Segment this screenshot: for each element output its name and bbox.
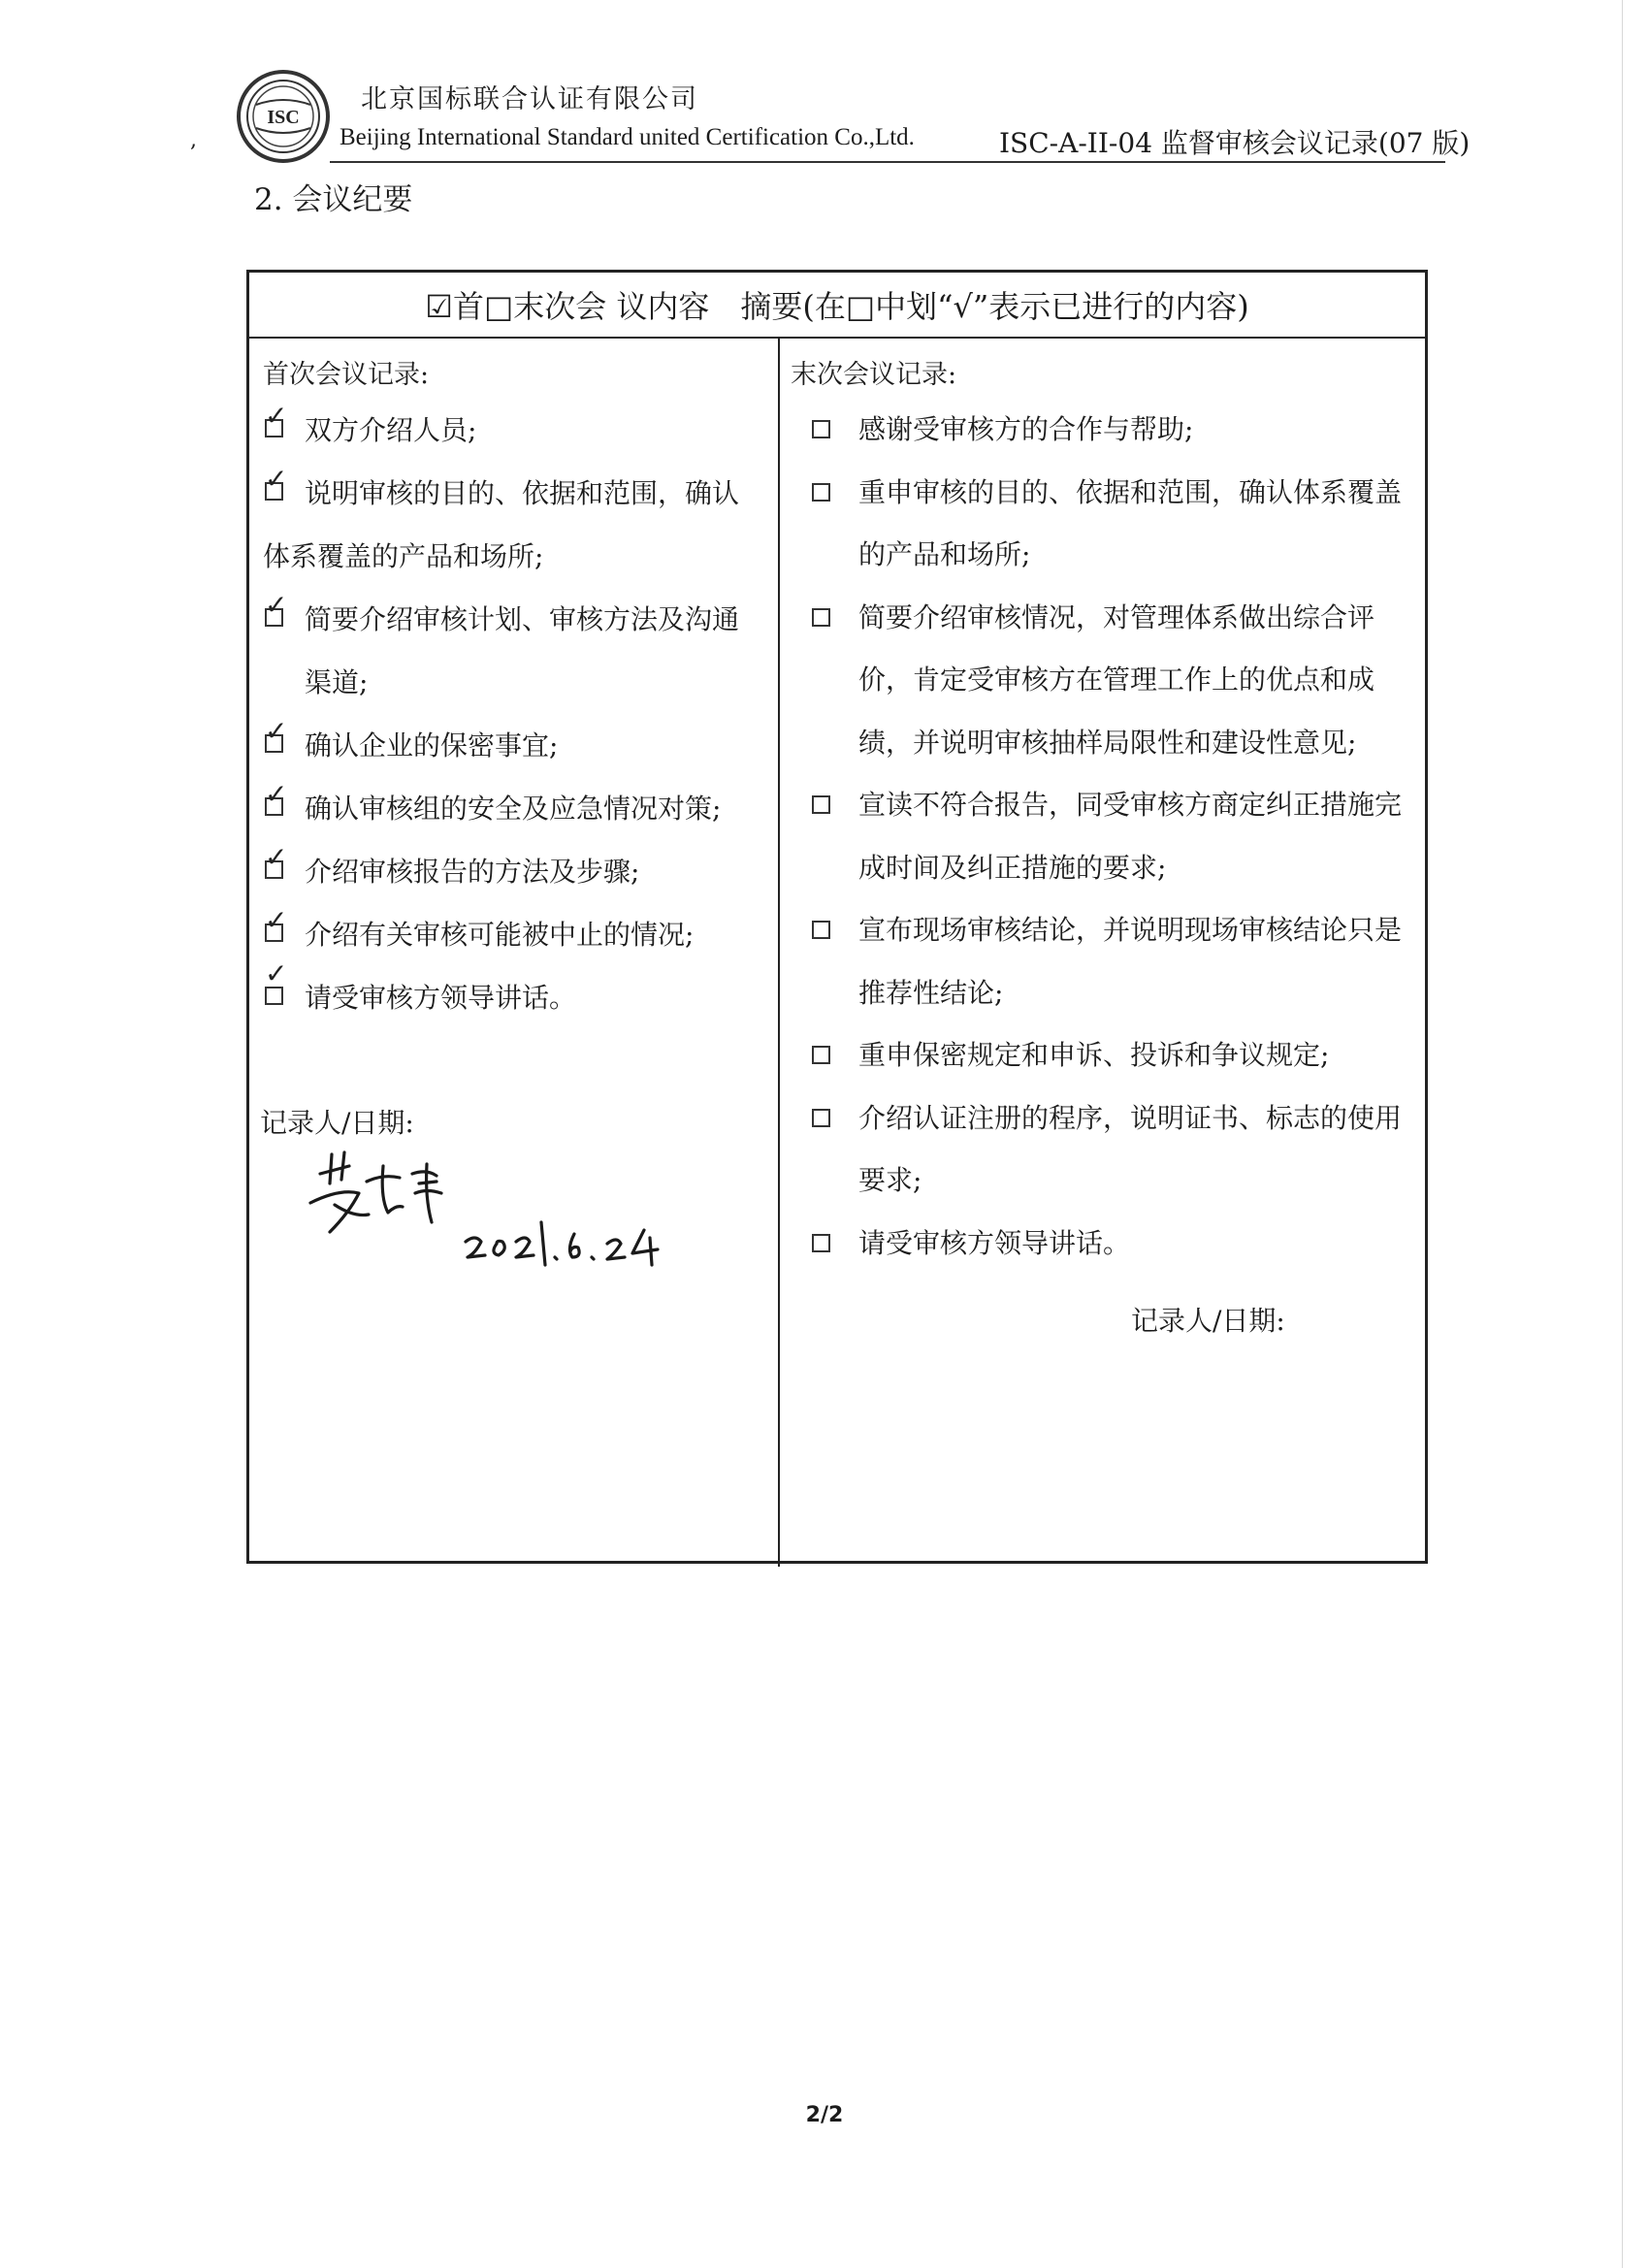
check-mark-icon: ✓	[265, 957, 288, 989]
item-text: 简要介绍审核情况，对管理体系做出综合评	[858, 600, 1375, 633]
final-item	[791, 899, 1415, 1024]
final-item	[791, 399, 1415, 462]
item-text: 确认企业的保密事宜;	[305, 729, 559, 761]
item-text-continued: 成时间及纠正措施的要求;	[858, 851, 1167, 884]
checkbox-unchecked[interactable]	[812, 795, 830, 814]
final-item	[791, 587, 1415, 775]
header-rule	[330, 161, 1445, 163]
check-mark-icon: ✓	[265, 463, 288, 495]
column-divider	[778, 339, 780, 1567]
first-item	[263, 777, 764, 840]
checkbox-checked[interactable]	[265, 715, 288, 753]
item-text: 介绍审核报告的方法及步骤;	[305, 856, 640, 888]
item-text: 介绍有关审核可能被中止的情况;	[305, 919, 695, 951]
item-text: 双方介绍人员;	[305, 414, 477, 446]
item-text: 确认审核组的安全及应急情况对策;	[305, 793, 722, 825]
checkbox-unchecked[interactable]	[812, 420, 830, 438]
item-text: 重申保密规定和申诉、投诉和争议规定;	[858, 1039, 1330, 1071]
item-text-continued: 渠道;	[305, 666, 369, 698]
checkbox-checked[interactable]	[265, 589, 288, 627]
first-item	[263, 840, 764, 903]
item-text-continued: 体系覆盖的产品和场所;	[263, 540, 544, 572]
item-text: 宣读不符合报告，同受审核方商定纠正措施完	[858, 789, 1403, 821]
meeting-summary-table	[246, 270, 1428, 1564]
item-text-continued: 绩，并说明审核抽样局限性和建设性意见;	[858, 726, 1357, 759]
final-item	[791, 1213, 1415, 1276]
item-text-continued: 价，肯定受审核方在管理工作上的优点和成	[858, 664, 1375, 696]
item-text: 简要介绍审核计划、审核方法及沟通	[305, 603, 740, 635]
isc-logo-icon	[235, 68, 332, 165]
check-mark-icon: ✓	[265, 715, 288, 747]
item-text-continued: 推荐性结论;	[858, 976, 1004, 1009]
first-recorder-label: 记录人/日期:	[260, 1107, 414, 1139]
checkbox-checked[interactable]	[265, 778, 288, 816]
item-text: 重申审核的目的、依据和范围，确认体系覆盖	[858, 475, 1403, 508]
signature-date: 2021.6.24	[291, 1145, 297, 1146]
first-meeting-column	[249, 339, 778, 1029]
item-text: 宣布现场审核结论，并说明现场审核结论只是	[858, 914, 1403, 946]
item-text: 请受审核方领导讲话。	[858, 1226, 1131, 1259]
first-meeting-heading: 首次会议记录:	[263, 360, 430, 390]
final-item	[791, 774, 1415, 899]
first-item	[263, 462, 764, 588]
checkbox-checked[interactable]	[265, 400, 288, 437]
checkbox-unchecked[interactable]	[812, 1234, 830, 1252]
final-item	[791, 462, 1415, 587]
page-number: 2/2	[805, 2103, 844, 2127]
checkbox-unchecked[interactable]	[812, 483, 830, 502]
final-item	[791, 1087, 1415, 1213]
item-text: 介绍认证注册的程序，说明证书、标志的使用	[858, 1101, 1403, 1134]
first-item	[263, 903, 764, 966]
checkbox-checked[interactable]	[265, 957, 288, 1005]
handwritten-signature	[291, 1145, 698, 1271]
company-name-en: Beijing International Standard united Certification Co.,Ltd.	[340, 124, 915, 150]
scan-mark: ,	[190, 128, 197, 152]
final-meeting-heading: 末次会议记录:	[791, 360, 957, 390]
checkbox-checked[interactable]	[265, 463, 288, 501]
check-mark-icon: ✓	[265, 841, 288, 873]
section-title: 2. 会议纪要	[254, 182, 413, 217]
checkbox-unchecked[interactable]	[812, 608, 830, 627]
item-text-continued: 的产品和场所;	[858, 538, 1031, 570]
item-text: 请受审核方领导讲话。	[305, 982, 577, 1014]
first-item	[263, 399, 764, 462]
page-edge-line	[1622, 0, 1623, 2268]
first-item	[263, 714, 764, 777]
checkbox-unchecked[interactable]	[812, 1046, 830, 1064]
svg-text:ISC: ISC	[267, 107, 300, 128]
form-code: ISC-A-II-04 监督审核会议记录(07 版)	[999, 127, 1471, 159]
item-text-continued: 要求;	[858, 1164, 922, 1196]
first-item	[263, 588, 764, 714]
check-mark-icon: ✓	[265, 589, 288, 621]
company-name-cn: 北京国标联合认证有限公司	[361, 84, 698, 114]
final-meeting-column	[781, 339, 1425, 1275]
check-mark-icon: ✓	[265, 778, 288, 810]
checkbox-unchecked[interactable]	[812, 921, 830, 939]
final-item	[791, 1024, 1415, 1087]
check-mark-icon: ✓	[265, 400, 288, 432]
check-mark-icon: ✓	[265, 904, 288, 936]
checkbox-unchecked[interactable]	[812, 1109, 830, 1127]
checkbox-checked[interactable]	[265, 904, 288, 942]
item-text: 说明审核的目的、依据和范围，确认	[305, 477, 740, 509]
table-header: ☑首□末次会 议内容 摘要(在□中划“√”表示已进行的内容)	[249, 273, 1425, 339]
first-item	[263, 957, 764, 1029]
final-recorder-label: 记录人/日期:	[1131, 1305, 1285, 1337]
item-text: 感谢受审核方的合作与帮助;	[858, 413, 1194, 445]
checkbox-checked[interactable]	[265, 841, 288, 879]
